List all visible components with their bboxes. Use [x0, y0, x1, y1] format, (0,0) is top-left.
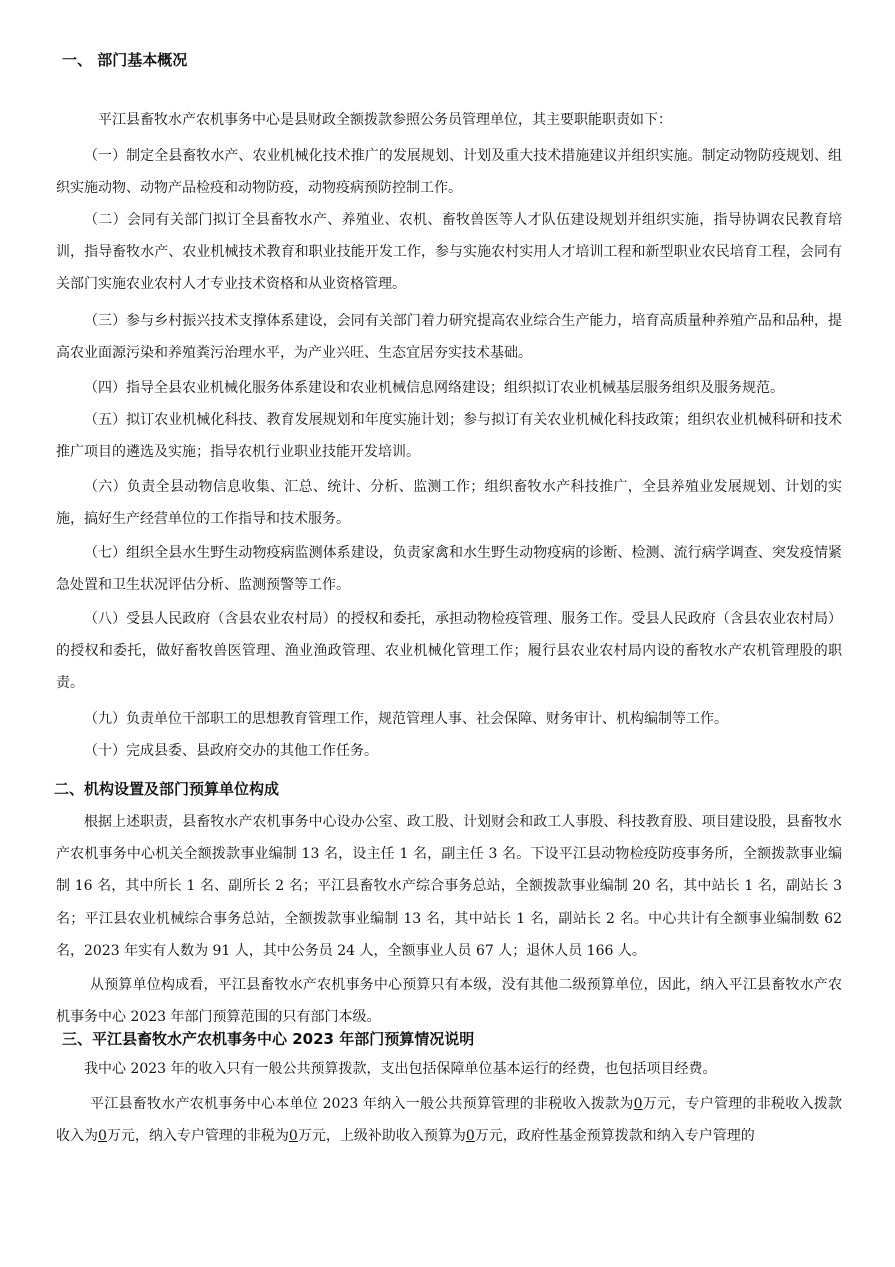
- section1-title: 一、 部门基本概况: [62, 51, 188, 69]
- text-segment: 万元，政府性基金预算拨款和纳入专户管理的: [474, 1128, 755, 1145]
- section3-title: 三、平江县畜牧水产农机事务中心 2023 年部门预算情况说明: [62, 1030, 475, 1048]
- amount-value: 0: [98, 1128, 107, 1145]
- duty-item-4: （四）指导全县农业机械化服务体系建设和农业机械信息网络建设；组织拟订农业机械基层服务组织及服务规范。: [84, 380, 784, 396]
- duty-item-5: （五）拟订农业机械化科技、教育发展规划和年度实施计划；参与拟订有关农业机械化科技政策；组织农业机械科研和技术推广项目的遴选及实施；指导农机行业职业技能开发培训。: [56, 412, 842, 461]
- duty-item-2: （二）会同有关部门拟订全县畜牧水产、养殖业、农机、畜牧兽医等人才队伍建设规划并组织实施，指导协调农民教育培训，指导畜牧水产、农业机械技术教育和职业技能开发工作，参与实施农村实用人才培训工程和新型职业农民培育工程，会同有关部门实施农业农村人才专业技术资格和从业资格管理。: [56, 212, 842, 293]
- text-segment: 万元，上级补助收入预算为: [297, 1128, 466, 1145]
- duty-item-10: （十）完成县委、县政府交办的其他工作任务。: [84, 743, 378, 759]
- duty-item-8: （八）受县人民政府（含县农业农村局）的授权和委托，承担动物检疫管理、服务工作。受县人民政府（含县农业农村局）的授权和委托，做好畜牧兽医管理、渔业渔政管理、农业机械化管理工作；履行县农业农村局内设的畜牧水产农机管理股的职责。: [56, 611, 842, 692]
- section2-paragraph-1: 根据上述职责，县畜牧水产农机事务中心设办公室、政工股、计划财会和政工人事股、科技教育股、项目建设股，县畜牧水产农机事务中心机关全额拨款事业编制 13 名，设主任 1 名，副主任 3 名。下设平江县动物检疫防疫事务所，全额拨款事业编制 16 名，其中所长 1 名、副所长 2 名；平江县畜牧水产综合事务总站，全额拨款事业编制 20 名，其中站长 1 名，副站长 3 名；平江县农业机械综合事务总站，全额拨款事业编制 13 名，其中站长 1 名，副站长 2 名。中心共计有全额事业编制数 62 名，2023 年实有人数为 91 人，其中公务员 24 人，全额事业人员 67 人；退休人员 166 人。: [56, 814, 842, 959]
- section3-paragraph-2: [56, 1088, 842, 1152]
- duty-item-3: （三）参与乡村振兴技术支撑体系建设，会同有关部门着力研究提高农业综合生产能力，培育高质量种养殖产品和品种，提高农业面源污染和养殖粪污治理水平，为产业兴旺、生态宜居夯实技术基础。: [56, 313, 842, 362]
- duty-item-9: （九）负责单位干部职工的思想教育管理工作，规范管理人事、社会保障、财务审计、机构编制等工作。: [84, 711, 728, 727]
- text-segment: 平江县畜牧水产农机事务中心本单位 2023 年纳入一般公共预算管理的非税收入拨款为: [90, 1096, 634, 1112]
- amount-value: 0: [465, 1128, 475, 1145]
- text-segment: 万元，专户管理的非税收入拨款收入为: [56, 1096, 843, 1145]
- text-segment: 万元，纳入专户管理的非税为: [106, 1128, 289, 1145]
- section3-paragraph-1: 我中心 2023 年的收入只有一般公共预算拨款，支出包括保障单位基本运行的经费，也包括项目经费。: [84, 1061, 717, 1077]
- amount-value: 0: [288, 1128, 298, 1145]
- section2-title: 二、机构设置及部门预算单位构成: [54, 780, 280, 798]
- amount-value: 0: [633, 1096, 643, 1112]
- section2-paragraph-2: 从预算单位构成看，平江县畜牧水产农机事务中心预算只有本级，没有其他二级预算单位，因此，纳入平江县畜牧水产农机事务中心 2023 年部门预算范围的只有部门本级。: [56, 977, 842, 1026]
- duty-item-7: （七）组织全县水生野生动物疫病监测体系建设，负责家禽和水生野生动物疫病的诊断、检测、流行病学调查、突发疫情紧急处置和卫生状况评估分析、监测预警等工作。: [56, 545, 842, 594]
- duty-item-1: （一）制定全县畜牧水产、农业机械化技术推广的发展规划、计划及重大技术措施建议并组织实施。制定动物防疫规划、组织实施动物、动物产品检疫和动物防疫，动物疫病预防控制工作。: [56, 148, 842, 197]
- duty-item-6: （六）负责全县动物信息收集、汇总、统计、分析、监测工作；组织畜牧水产科技推广，全县养殖业发展规划、计划的实施，搞好生产经营单位的工作指导和技术服务。: [56, 479, 842, 528]
- section1-intro: 平江县畜牧水产农机事务中心是县财政全额拨款参照公务员管理单位，其主要职能职责如下：: [98, 112, 672, 128]
